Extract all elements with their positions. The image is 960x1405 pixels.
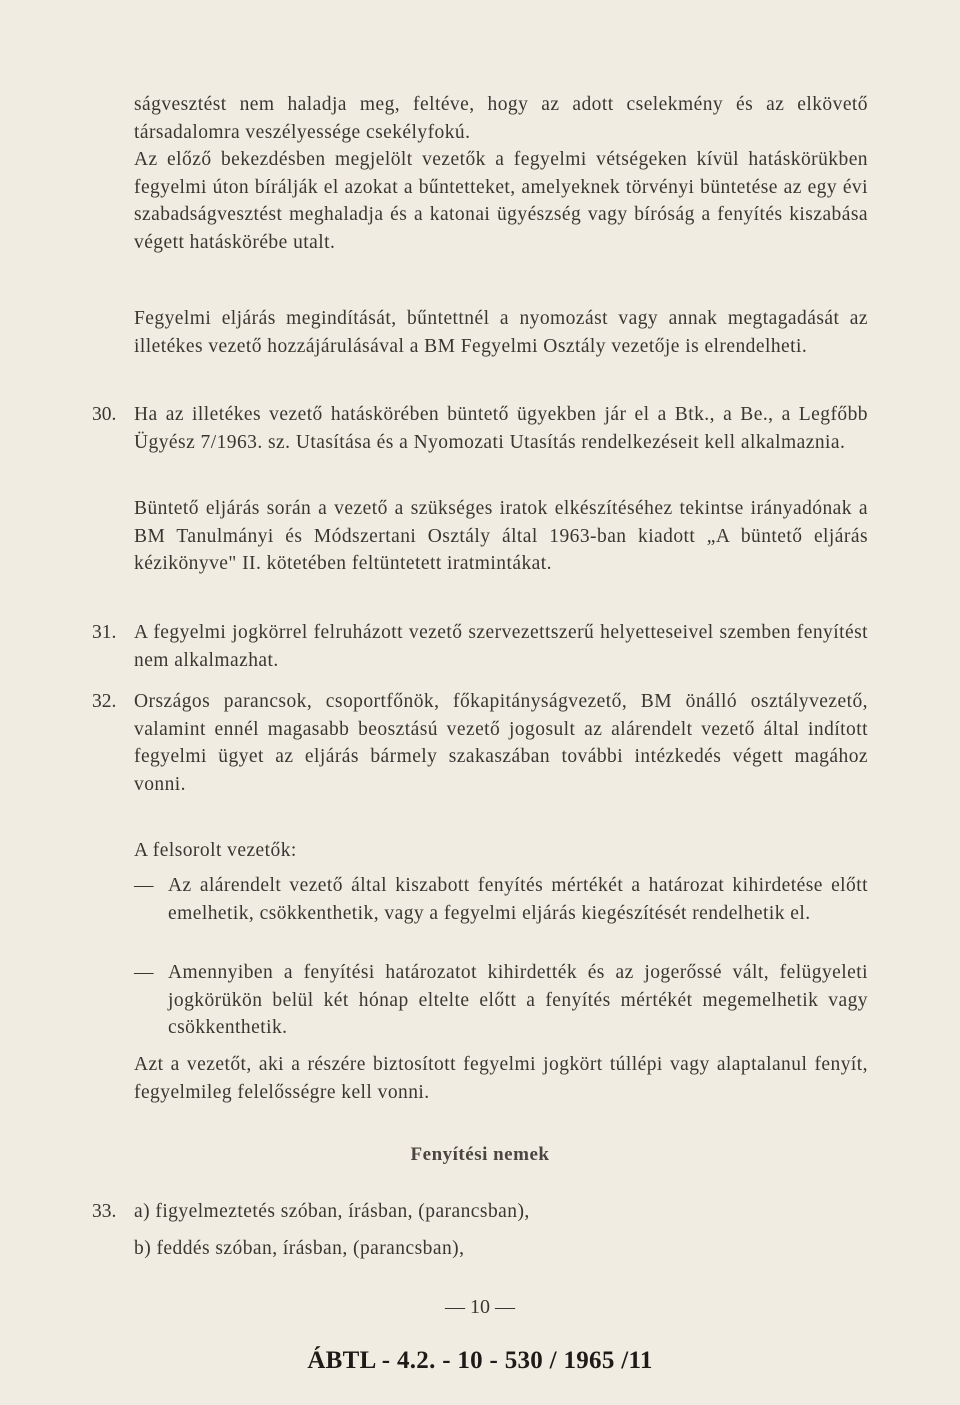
dash-item-1: Az alárendelt vezető által kiszabott fenyítés mértékét a határozat kihirdetése előtt emelhetik, csökkenthetik, vagy a fegyelmi eljárás kiegészítését rendelhetik el.: [168, 875, 868, 924]
section-number-31: 31.: [92, 622, 117, 643]
paragraph-32-overreach: Azt a vezetőt, aki a részére biztosított fegyelmi jogkört túllépi vagy alaptalanul fenyít, fegyelmileg felelősségre kell vonni.: [134, 1054, 868, 1103]
archive-reference: ÁBTL - 4.2. - 10 - 530 / 1965 /11: [307, 1347, 653, 1374]
paragraph-30-forms: Büntető eljárás során a vezető a szükséges iratok elkészítéséhez tekintse irányadónak a BM Tanulmányi és Módszertani Osztály által 1963-ban kiadott „A büntető eljárás kézikönyve" II. kötetében feltüntetett iratmintákat.: [134, 498, 868, 575]
dash-bullet-1: —: [134, 875, 154, 896]
paragraph-32-listed: A felsorolt vezetők:: [134, 840, 297, 861]
section-number-30: 30.: [92, 404, 117, 425]
list-item-b: b) feddés szóban, írásban, (parancsban),: [134, 1238, 465, 1259]
section-number-33: 33.: [92, 1201, 117, 1222]
paragraph-30: Ha az illetékes vezető hatáskörében büntető ügyekben jár el a Btk., a Be., a Legfőbb Ügyész 7/1963. sz. Utasítása és a Nyomozati Utasítás rendelkezéseit kell alkalmaznia.: [134, 404, 868, 453]
dash-item-2: Amennyiben a fenyítési határozatot kihirdették és az jogerőssé vált, felügyeleti jogkörükön belül két hónap eltelte előtt a fenyítés mértékét megemelhetik vagy csökkenthetik.: [168, 962, 868, 1039]
list-item-a: a) figyelmeztetés szóban, írásban, (parancsban),: [134, 1201, 530, 1222]
page-number: — 10 —: [445, 1296, 515, 1318]
paragraph-31: A fegyelmi jogkörrel felruházott vezető szervezettszerű helyetteseivel szemben fenyítést nem alkalmazhat.: [134, 622, 868, 671]
section-heading: Fenyítési nemek: [410, 1144, 550, 1165]
section-number-32: 32.: [92, 691, 117, 712]
dash-bullet-2: —: [134, 962, 154, 983]
paragraph-competence: Az előző bekezdésben megjelölt vezetők a fegyelmi vétségeken kívül hatáskörükben fegyelmi úton bírálják el azokat a bűntetteket, amelyeknek törvényi büntetése az egy évi szabadságvesztést meghaladja és a katonai ügyészség vagy bíróság a fenyítés kiszabása végett hatáskörébe utalt.: [134, 149, 868, 253]
paragraph-32: Országos parancsok, csoportfőnök, főkapitányságvezető, BM önálló osztályvezető, valamint ennél magasabb beosztású vezető jogosult az alárendelt vezető által indított fegyelmi ügyet az eljárás bármely szakaszában további intézkedés végett magához vonni.: [134, 691, 868, 795]
paragraph-proceedings-start: Fegyelmi eljárás megindítását, bűntettnél a nyomozást vagy annak megtagadását az illetékes vezető hozzájárulásával a BM Fegyelmi Osztály vezetője is elrendelheti.: [134, 308, 868, 357]
paragraph-continuation: ságvesztést nem haladja meg, feltéve, hogy az adott cselekmény és az elkövető társadalomra veszélyessége csekélyfokú.: [134, 94, 868, 143]
